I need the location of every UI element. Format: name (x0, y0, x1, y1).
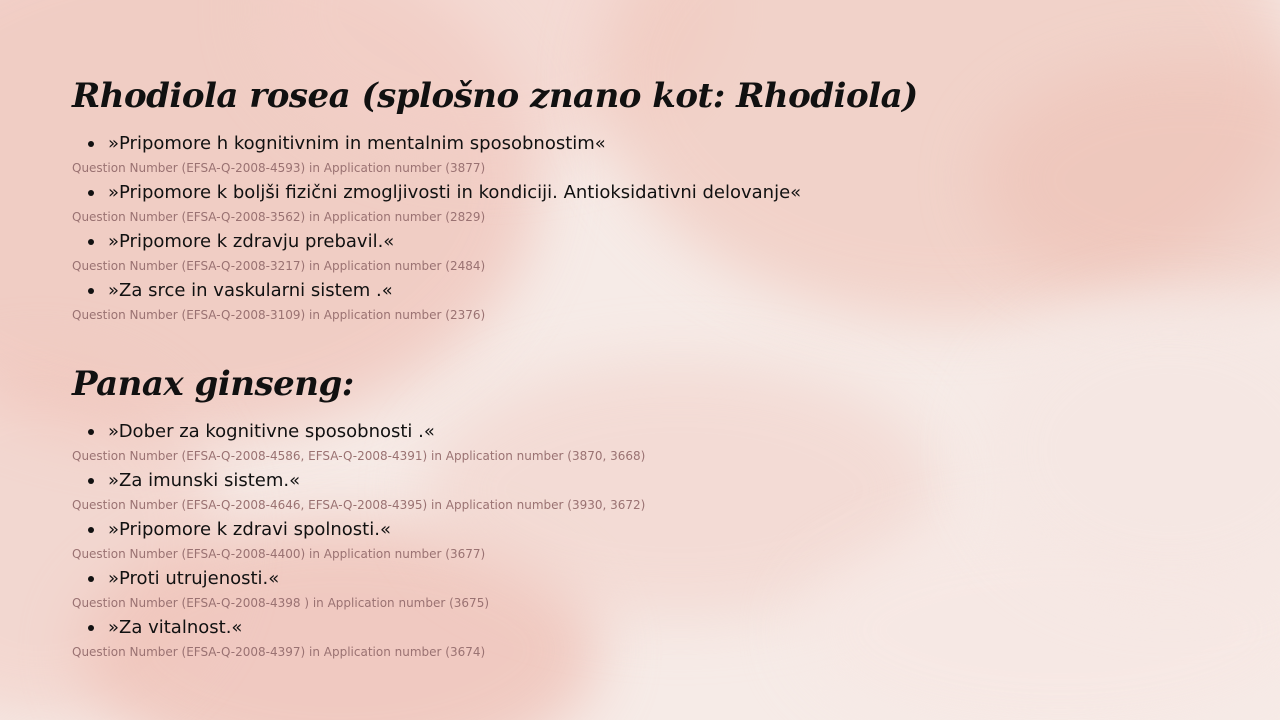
efsa-reference: Question Number (EFSA-Q-2008-4586, EFSA-Q-2008-4391) in Application number (3870, 3668) (72, 449, 646, 463)
section-title-panax-ginseng: Panax ginseng: (72, 364, 354, 404)
bullet-icon (88, 288, 94, 294)
bullet-icon (88, 625, 94, 631)
claim-text: »Pripomore h kognitivnim in mentalnim sposobnostim« (108, 133, 606, 154)
claim-text: »Proti utrujenosti.« (108, 568, 280, 589)
bullet-icon (88, 576, 94, 582)
efsa-reference: Question Number (EFSA-Q-2008-3562) in Application number (2829) (72, 210, 486, 224)
efsa-reference: Question Number (EFSA-Q-2008-4400) in Application number (3677) (72, 547, 486, 561)
efsa-reference: Question Number (EFSA-Q-2008-3109) in Application number (2376) (72, 308, 486, 322)
claim-text: »Za srce in vaskularni sistem .« (108, 280, 393, 301)
bullet-icon (88, 527, 94, 533)
bullet-icon (88, 239, 94, 245)
claim-text: »Dober za kognitivne sposobnosti .« (108, 421, 435, 442)
claim-text: »Pripomore k zdravju prebavil.« (108, 231, 395, 252)
bullet-icon (88, 478, 94, 484)
efsa-reference: Question Number (EFSA-Q-2008-4397) in Application number (3674) (72, 645, 486, 659)
claim-text: »Pripomore k zdravi spolnosti.« (108, 519, 391, 540)
claim-text: »Pripomore k boljši fizični zmogljivosti in kondiciji. Antioksidativni delovanje« (108, 182, 802, 203)
section-title-rhodiola: Rhodiola rosea (splošno znano kot: Rhodiola) (72, 76, 918, 116)
efsa-reference: Question Number (EFSA-Q-2008-4646, EFSA-Q-2008-4395) in Application number (3930, 3672) (72, 498, 646, 512)
bullet-icon (88, 429, 94, 435)
efsa-reference: Question Number (EFSA-Q-2008-3217) in Application number (2484) (72, 259, 486, 273)
claim-text: »Za imunski sistem.« (108, 470, 301, 491)
bullet-icon (88, 141, 94, 147)
efsa-reference: Question Number (EFSA-Q-2008-4398 ) in Application number (3675) (72, 596, 490, 610)
bullet-icon (88, 190, 94, 196)
efsa-reference: Question Number (EFSA-Q-2008-4593) in Application number (3877) (72, 161, 486, 175)
claim-text: »Za vitalnost.« (108, 617, 243, 638)
